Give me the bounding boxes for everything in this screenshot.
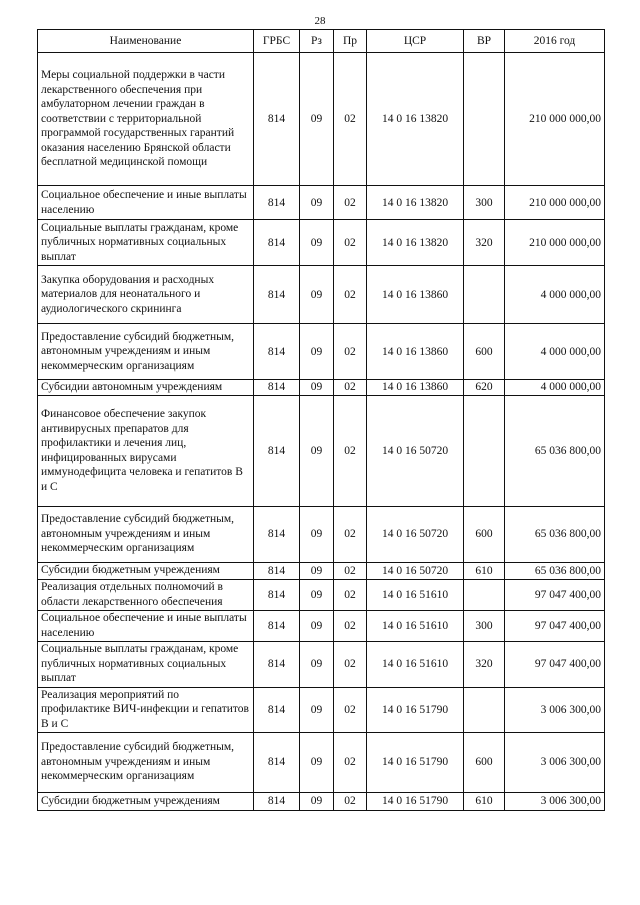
cell-amount: 97 047 400,00: [505, 641, 605, 687]
cell-csr: 14 0 16 13860: [367, 380, 464, 396]
cell-name: Меры социальной поддержки в части лекарственного обеспечения при амбулаторном лечении граждан в соответствии с территориальной программой государственных гарантий оказания населению Брянской области бесплатной медицинской помощи: [38, 53, 254, 186]
cell-pr: 02: [334, 792, 367, 810]
cell-rz: 09: [300, 641, 334, 687]
table-row: [38, 266, 605, 324]
cell-name: Субсидии бюджетным учреждениям: [38, 792, 254, 810]
table-header-row: [38, 30, 605, 53]
cell-csr: 14 0 16 51610: [367, 641, 464, 687]
cell-rz: 09: [300, 562, 334, 579]
cell-rz: 09: [300, 506, 334, 562]
table-row: [38, 220, 605, 266]
cell-csr: 14 0 16 13820: [367, 186, 464, 220]
cell-rz: 09: [300, 732, 334, 792]
cell-name: Закупка оборудования и расходных материалов для неонатального и аудиологического скрининга: [38, 266, 254, 324]
cell-name: Финансовое обеспечение закупок антивирусных препаратов для профилактики и лечения лиц, инфицированных вирусами иммунодефицита человека и гепатитов В и С: [38, 395, 254, 506]
header-csr: ЦСР: [367, 30, 464, 53]
cell-amount: 3 006 300,00: [505, 792, 605, 810]
cell-vr: 300: [464, 610, 505, 641]
table-row: [38, 186, 605, 220]
cell-vr: [464, 53, 505, 186]
cell-vr: 600: [464, 324, 505, 380]
cell-amount: 97 047 400,00: [505, 610, 605, 641]
cell-rz: 09: [300, 186, 334, 220]
cell-pr: 02: [334, 506, 367, 562]
cell-pr: 02: [334, 186, 367, 220]
table-row: [38, 506, 605, 562]
cell-rz: 09: [300, 380, 334, 396]
cell-amount: 210 000 000,00: [505, 220, 605, 266]
table-row: [38, 610, 605, 641]
cell-pr: 02: [334, 610, 367, 641]
cell-grbs: 814: [254, 395, 300, 506]
cell-csr: 14 0 16 50720: [367, 562, 464, 579]
cell-pr: 02: [334, 579, 367, 610]
cell-name: Предоставление субсидий бюджетным, автономным учреждениям и иным некоммерческим организациям: [38, 732, 254, 792]
cell-amount: 210 000 000,00: [505, 53, 605, 186]
cell-csr: 14 0 16 13820: [367, 53, 464, 186]
cell-name: Реализация мероприятий по профилактике ВИЧ-инфекции и гепатитов В и С: [38, 687, 254, 732]
header-pr: Пр: [334, 30, 367, 53]
cell-grbs: 814: [254, 562, 300, 579]
cell-vr: [464, 266, 505, 324]
cell-grbs: 814: [254, 579, 300, 610]
cell-vr: [464, 687, 505, 732]
cell-amount: 65 036 800,00: [505, 562, 605, 579]
cell-rz: 09: [300, 53, 334, 186]
cell-pr: 02: [334, 324, 367, 380]
cell-grbs: 814: [254, 266, 300, 324]
cell-name: Социальные выплаты гражданам, кроме публичных нормативных социальных выплат: [38, 641, 254, 687]
cell-rz: 09: [300, 687, 334, 732]
cell-amount: 4 000 000,00: [505, 324, 605, 380]
cell-csr: 14 0 16 13860: [367, 324, 464, 380]
cell-csr: 14 0 16 50720: [367, 395, 464, 506]
cell-pr: 02: [334, 687, 367, 732]
cell-name: Предоставление субсидий бюджетным, автономным учреждениям и иным некоммерческим организациям: [38, 506, 254, 562]
cell-name: Субсидии бюджетным учреждениям: [38, 562, 254, 579]
cell-grbs: 814: [254, 732, 300, 792]
table-row: [38, 53, 605, 186]
cell-pr: 02: [334, 53, 367, 186]
cell-grbs: 814: [254, 220, 300, 266]
cell-name: Субсидии автономным учреждениям: [38, 380, 254, 396]
cell-grbs: 814: [254, 687, 300, 732]
cell-vr: [464, 395, 505, 506]
cell-amount: 3 006 300,00: [505, 732, 605, 792]
cell-amount: 65 036 800,00: [505, 395, 605, 506]
header-rz: Рз: [300, 30, 334, 53]
table-row: [38, 562, 605, 579]
cell-vr: 620: [464, 380, 505, 396]
table-row: [38, 792, 605, 810]
cell-pr: 02: [334, 395, 367, 506]
cell-name: Социальное обеспечение и иные выплаты населению: [38, 610, 254, 641]
cell-pr: 02: [334, 220, 367, 266]
table-row: [38, 579, 605, 610]
cell-pr: 02: [334, 641, 367, 687]
header-grbs: ГРБС: [254, 30, 300, 53]
table-row: [38, 732, 605, 792]
cell-grbs: 814: [254, 324, 300, 380]
cell-rz: 09: [300, 792, 334, 810]
cell-vr: [464, 579, 505, 610]
cell-csr: 14 0 16 50720: [367, 506, 464, 562]
cell-name: Реализация отдельных полномочий в области лекарственного обеспечения: [38, 579, 254, 610]
cell-grbs: 814: [254, 641, 300, 687]
cell-amount: 65 036 800,00: [505, 506, 605, 562]
cell-vr: 600: [464, 506, 505, 562]
table-row: [38, 687, 605, 732]
cell-csr: 14 0 16 51790: [367, 732, 464, 792]
table-row: [38, 395, 605, 506]
cell-csr: 14 0 16 51790: [367, 687, 464, 732]
table-row: [38, 641, 605, 687]
cell-amount: 210 000 000,00: [505, 186, 605, 220]
cell-name: Социальные выплаты гражданам, кроме публичных нормативных социальных выплат: [38, 220, 254, 266]
cell-vr: 610: [464, 792, 505, 810]
cell-pr: 02: [334, 732, 367, 792]
cell-amount: 4 000 000,00: [505, 380, 605, 396]
cell-grbs: 814: [254, 53, 300, 186]
cell-name: Предоставление субсидий бюджетным, автономным учреждениям и иным некоммерческим организациям: [38, 324, 254, 380]
cell-rz: 09: [300, 266, 334, 324]
table-row: [38, 324, 605, 380]
cell-rz: 09: [300, 324, 334, 380]
cell-rz: 09: [300, 220, 334, 266]
header-name: Наименование: [38, 30, 254, 53]
cell-pr: 02: [334, 562, 367, 579]
cell-amount: 3 006 300,00: [505, 687, 605, 732]
cell-grbs: 814: [254, 380, 300, 396]
cell-vr: 600: [464, 732, 505, 792]
cell-grbs: 814: [254, 792, 300, 810]
cell-pr: 02: [334, 266, 367, 324]
cell-rz: 09: [300, 610, 334, 641]
header-vr: ВР: [464, 30, 505, 53]
cell-amount: 97 047 400,00: [505, 579, 605, 610]
cell-grbs: 814: [254, 506, 300, 562]
cell-grbs: 814: [254, 610, 300, 641]
cell-rz: 09: [300, 579, 334, 610]
table-row: [38, 380, 605, 396]
cell-grbs: 814: [254, 186, 300, 220]
cell-rz: 09: [300, 395, 334, 506]
table-body: [38, 53, 605, 811]
cell-name: Социальное обеспечение и иные выплаты населению: [38, 186, 254, 220]
header-amount: 2016 год: [505, 30, 605, 53]
cell-amount: 4 000 000,00: [505, 266, 605, 324]
cell-vr: 300: [464, 186, 505, 220]
budget-table: [37, 29, 605, 811]
cell-csr: 14 0 16 51610: [367, 610, 464, 641]
cell-pr: 02: [334, 380, 367, 396]
cell-csr: 14 0 16 13860: [367, 266, 464, 324]
cell-csr: 14 0 16 13820: [367, 220, 464, 266]
cell-csr: 14 0 16 51610: [367, 579, 464, 610]
page-number: 28: [314, 15, 326, 27]
cell-vr: 320: [464, 641, 505, 687]
cell-csr: 14 0 16 51790: [367, 792, 464, 810]
cell-vr: 320: [464, 220, 505, 266]
cell-vr: 610: [464, 562, 505, 579]
